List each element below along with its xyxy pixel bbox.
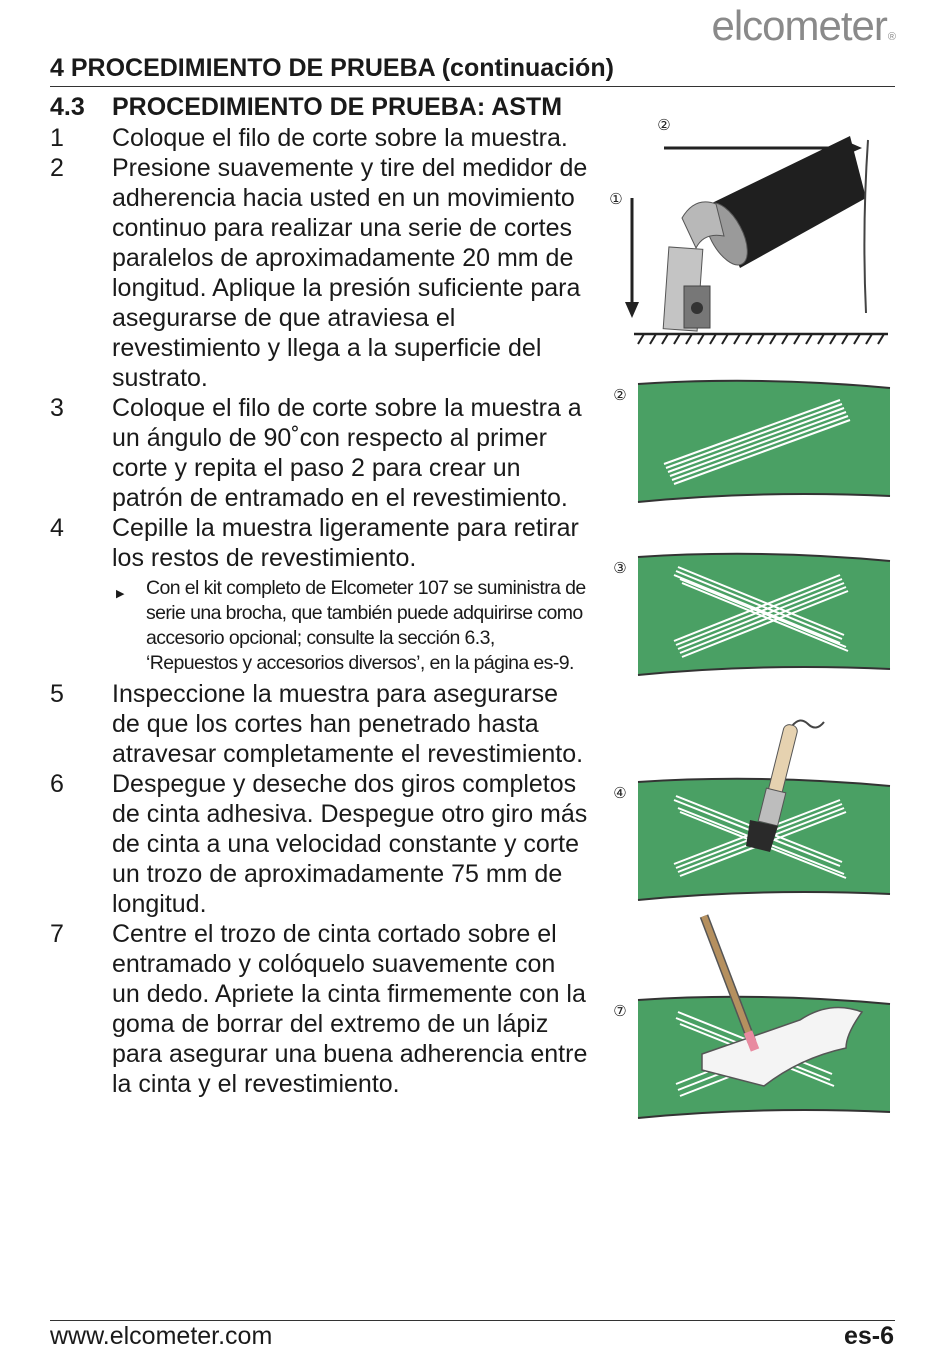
subsection-number: 4.3 xyxy=(50,93,85,121)
cross-hatch-panel xyxy=(600,545,900,685)
triangle-bullet-icon: ▶ xyxy=(116,588,124,600)
surface-hatch-icon xyxy=(634,334,888,344)
step-2 xyxy=(50,153,590,393)
page-number: es-6 xyxy=(843,1322,894,1350)
step-number: 4 xyxy=(50,514,64,542)
step-text: Cepille la muestra ligeramente para retirar los restos de revestimiento. xyxy=(112,514,579,572)
step-7 xyxy=(50,919,590,1099)
step-number: 1 xyxy=(50,124,64,152)
step-text: Inspeccione la muestra para asegurarse de que los cortes han penetrado hasta atravesar completamente el revestimiento. xyxy=(112,680,584,768)
footer-divider xyxy=(50,1320,895,1321)
step-number: 7 xyxy=(50,920,64,948)
footer-url: www.elcometer.com xyxy=(50,1322,273,1350)
step-text: Despegue y deseche dos giros completos de cinta adhesiva. Despegue otro giro más de cinta a una velocidad constante y corte un trozo de aproximadamente 75 mm de longitud. xyxy=(112,770,588,918)
procedure-steps xyxy=(50,123,590,1099)
label-step-3: ③ xyxy=(613,560,627,577)
brushing-panel xyxy=(600,712,900,902)
step-3 xyxy=(50,393,590,513)
step-6 xyxy=(50,769,590,919)
parallel-cuts-panel xyxy=(600,372,900,512)
step-text: Coloque el filo de corte sobre la muestra. xyxy=(112,124,568,152)
header-divider xyxy=(50,86,895,87)
label-pull-direction: ② xyxy=(657,117,671,134)
step-5 xyxy=(50,679,590,769)
label-step-4: ④ xyxy=(613,785,627,802)
step-text: Presione suavemente y tire del medidor de adherencia hacia usted en un movimiento continuo para realizar una serie de cortes paralelos de aproximadamente 20 mm de longitud. Aplique la presión suficiente para asegurarse de que atraviesa el revestimiento y llega a la superficie del sustrato. xyxy=(112,154,588,392)
step-1 xyxy=(50,123,590,153)
subsection-title: PROCEDIMIENTO DE PRUEBA: ASTM xyxy=(112,93,563,121)
note-text: Con el kit completo de Elcometer 107 se suministra de serie una brocha, que también puede adquirirse como accesorio opcional; consulte la sección 6.3, ‘Repuestos y accesorios diversos’, en la página es-9. xyxy=(146,577,586,674)
step-number: 6 xyxy=(50,770,64,798)
step-number: 2 xyxy=(50,154,64,182)
section-title: 4 PROCEDIMIENTO DE PRUEBA (continuación) xyxy=(50,54,614,82)
label-press-direction: ① xyxy=(609,191,623,208)
cutter-handle-icon xyxy=(663,136,866,331)
step-4-note xyxy=(50,576,590,676)
registered-mark: ® xyxy=(887,31,895,43)
elcometer-logo: elcometer® xyxy=(711,2,895,49)
tape-application-panel xyxy=(600,908,900,1123)
step-number: 3 xyxy=(50,394,64,422)
step-text: Coloque el filo de corte sobre la muestra a un ángulo de 90˚con respecto al primer corte y repita el paso 2 para crear un patrón de entramado en el revestimiento. xyxy=(112,394,582,512)
step-4 xyxy=(50,513,590,573)
label-step-2: ② xyxy=(613,387,627,404)
step-number: 5 xyxy=(50,680,64,708)
label-step-7: ⑦ xyxy=(613,1003,627,1020)
press-arrow-icon xyxy=(625,198,639,318)
cutter-tool-figure xyxy=(600,108,900,353)
tool-edge-line xyxy=(864,140,868,313)
step-text: Centre el trozo de cinta cortado sobre el entramado y colóquelo suavemente con un dedo. Apriete la cinta firmemente con la goma de borrar del extremo de un lápiz para asegurar una buena adherencia entre la cinta y el revestimiento. xyxy=(112,920,588,1098)
